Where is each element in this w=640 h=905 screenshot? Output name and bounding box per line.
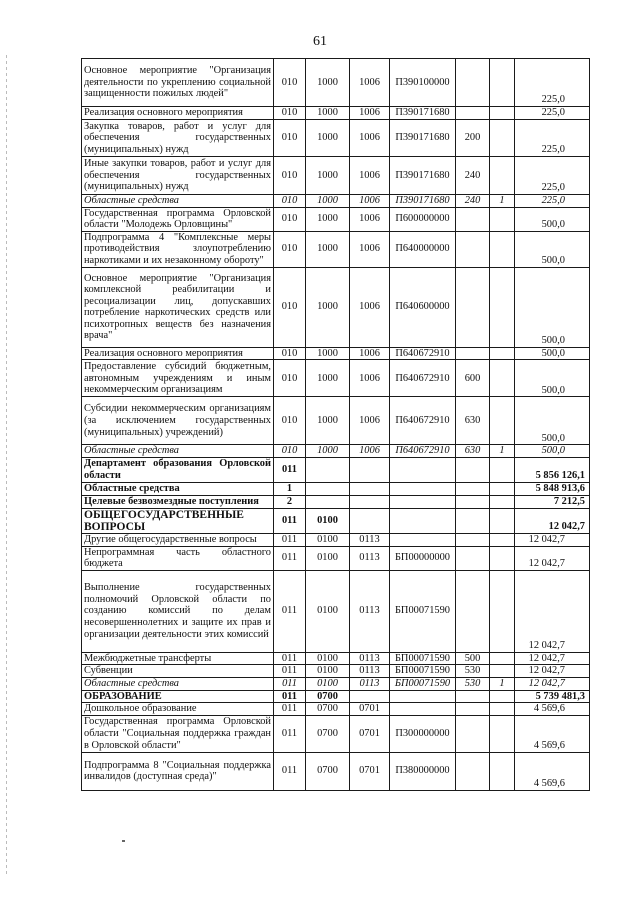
row-amount-cell: 500,0 bbox=[515, 347, 590, 360]
table-row bbox=[82, 665, 590, 678]
table-row bbox=[82, 267, 590, 347]
row-section-cell: 1000 bbox=[306, 157, 350, 195]
row-section-cell: 0100 bbox=[306, 546, 350, 570]
row-target-code-cell: П640672910 bbox=[390, 445, 456, 458]
row-source-cell bbox=[490, 267, 515, 347]
row-grbs-cell: 010 bbox=[274, 360, 306, 397]
row-target-code-cell: П390100000 bbox=[390, 59, 456, 107]
row-subsection-cell: 0113 bbox=[350, 546, 390, 570]
row-subsection-cell: 0113 bbox=[350, 570, 390, 652]
row-name-cell: Реализация основного мероприятия bbox=[82, 347, 274, 360]
row-subsection-cell: 1006 bbox=[350, 195, 390, 208]
budget-table bbox=[81, 58, 590, 791]
row-amount-cell: 12 042,7 bbox=[515, 665, 590, 678]
row-grbs-cell: 011 bbox=[274, 703, 306, 716]
row-target-code-cell bbox=[390, 533, 456, 546]
row-subsection-cell bbox=[350, 495, 390, 508]
row-source-cell bbox=[490, 715, 515, 752]
row-amount-cell: 225,0 bbox=[515, 107, 590, 120]
row-amount-cell: 225,0 bbox=[515, 195, 590, 208]
row-amount-cell: 12 042,7 bbox=[515, 508, 590, 533]
row-name-cell: Государственная программа Орловской области "Молодежь Орловщины" bbox=[82, 207, 274, 231]
row-grbs-cell: 011 bbox=[274, 715, 306, 752]
row-expense-type-cell: 630 bbox=[456, 445, 490, 458]
row-expense-type-cell bbox=[456, 508, 490, 533]
page-number: 61 bbox=[313, 34, 327, 49]
row-expense-type-cell: 530 bbox=[456, 677, 490, 690]
row-grbs-cell: 011 bbox=[274, 546, 306, 570]
row-expense-type-cell bbox=[456, 457, 490, 482]
row-section-cell: 1000 bbox=[306, 360, 350, 397]
row-source-cell bbox=[490, 231, 515, 267]
table-row bbox=[82, 652, 590, 665]
row-grbs-cell: 011 bbox=[274, 752, 306, 790]
row-subsection-cell: 0113 bbox=[350, 665, 390, 678]
row-section-cell: 1000 bbox=[306, 195, 350, 208]
row-section-cell: 1000 bbox=[306, 107, 350, 120]
row-section-cell: 1000 bbox=[306, 397, 350, 445]
budget-table-body bbox=[82, 59, 590, 791]
row-target-code-cell: БП00071590 bbox=[390, 570, 456, 652]
row-grbs-cell: 010 bbox=[274, 207, 306, 231]
row-section-cell: 1000 bbox=[306, 120, 350, 157]
row-expense-type-cell bbox=[456, 267, 490, 347]
row-section-cell bbox=[306, 457, 350, 482]
row-section-cell: 0700 bbox=[306, 703, 350, 716]
row-target-code-cell: П300000000 bbox=[390, 715, 456, 752]
row-expense-type-cell bbox=[456, 546, 490, 570]
table-row bbox=[82, 533, 590, 546]
row-source-cell bbox=[490, 482, 515, 495]
row-grbs-cell: 011 bbox=[274, 508, 306, 533]
row-subsection-cell: 0113 bbox=[350, 677, 390, 690]
row-target-code-cell bbox=[390, 495, 456, 508]
row-target-code-cell: П640672910 bbox=[390, 397, 456, 445]
table-row bbox=[82, 231, 590, 267]
row-target-code-cell: П390171680 bbox=[390, 107, 456, 120]
row-amount-cell: 5 856 126,1 bbox=[515, 457, 590, 482]
row-expense-type-cell bbox=[456, 482, 490, 495]
table-row bbox=[82, 690, 590, 703]
table-row bbox=[82, 752, 590, 790]
row-grbs-cell: 011 bbox=[274, 665, 306, 678]
row-grbs-cell: 010 bbox=[274, 231, 306, 267]
row-target-code-cell: БП00000000 bbox=[390, 546, 456, 570]
row-section-cell: 1000 bbox=[306, 267, 350, 347]
table-row bbox=[82, 495, 590, 508]
row-grbs-cell: 010 bbox=[274, 347, 306, 360]
row-subsection-cell: 0113 bbox=[350, 533, 390, 546]
row-source-cell: 1 bbox=[490, 195, 515, 208]
row-source-cell bbox=[490, 652, 515, 665]
row-source-cell bbox=[490, 495, 515, 508]
row-subsection-cell: 1006 bbox=[350, 157, 390, 195]
row-subsection-cell: 1006 bbox=[350, 397, 390, 445]
row-amount-cell: 12 042,7 bbox=[515, 652, 590, 665]
row-source-cell bbox=[490, 752, 515, 790]
row-grbs-cell: 1 bbox=[274, 482, 306, 495]
row-section-cell: 0100 bbox=[306, 652, 350, 665]
row-name-cell: Другие общегосударственные вопросы bbox=[82, 533, 274, 546]
row-target-code-cell: П390171680 bbox=[390, 120, 456, 157]
row-name-cell: Субсидии некоммерческим организациям (за исключением государственных (муниципальных) учреждений) bbox=[82, 397, 274, 445]
row-source-cell: 1 bbox=[490, 445, 515, 458]
row-target-code-cell: БП00071590 bbox=[390, 652, 456, 665]
row-name-cell: Областные средства bbox=[82, 445, 274, 458]
row-target-code-cell: П640672910 bbox=[390, 360, 456, 397]
row-amount-cell: 225,0 bbox=[515, 59, 590, 107]
row-grbs-cell: 010 bbox=[274, 195, 306, 208]
row-subsection-cell bbox=[350, 690, 390, 703]
row-name-cell: Иные закупки товаров, работ и услуг для обеспечения государственных (муниципальных) нужд bbox=[82, 157, 274, 195]
row-amount-cell: 12 042,7 bbox=[515, 533, 590, 546]
row-name-cell: Реализация основного мероприятия bbox=[82, 107, 274, 120]
row-name-cell: Субвенции bbox=[82, 665, 274, 678]
row-target-code-cell: П640672910 bbox=[390, 347, 456, 360]
row-grbs-cell: 011 bbox=[274, 533, 306, 546]
row-target-code-cell bbox=[390, 703, 456, 716]
row-section-cell: 0100 bbox=[306, 665, 350, 678]
row-amount-cell: 12 042,7 bbox=[515, 677, 590, 690]
row-target-code-cell: П390171680 bbox=[390, 195, 456, 208]
row-grbs-cell: 010 bbox=[274, 397, 306, 445]
row-subsection-cell: 0701 bbox=[350, 703, 390, 716]
row-section-cell: 0100 bbox=[306, 570, 350, 652]
row-grbs-cell: 011 bbox=[274, 690, 306, 703]
row-name-cell: Целевые безвозмездные поступления bbox=[82, 495, 274, 508]
row-expense-type-cell: 200 bbox=[456, 120, 490, 157]
row-expense-type-cell: 600 bbox=[456, 360, 490, 397]
row-name-cell: ОБРАЗОВАНИЕ bbox=[82, 690, 274, 703]
row-source-cell bbox=[490, 508, 515, 533]
row-source-cell bbox=[490, 120, 515, 157]
row-section-cell bbox=[306, 495, 350, 508]
row-section-cell: 1000 bbox=[306, 445, 350, 458]
row-grbs-cell: 011 bbox=[274, 457, 306, 482]
row-expense-type-cell bbox=[456, 231, 490, 267]
row-name-cell: Непрограммная часть областного бюджета bbox=[82, 546, 274, 570]
row-subsection-cell: 0701 bbox=[350, 715, 390, 752]
row-name-cell: Областные средства bbox=[82, 677, 274, 690]
row-source-cell bbox=[490, 107, 515, 120]
row-name-cell: Закупка товаров, работ и услуг для обеспечения государственных (муниципальных) нужд bbox=[82, 120, 274, 157]
row-target-code-cell bbox=[390, 457, 456, 482]
row-name-cell: Государственная программа Орловской области "Социальная поддержка граждан в Орловской области" bbox=[82, 715, 274, 752]
scan-margin-line bbox=[6, 55, 7, 875]
row-expense-type-cell: 500 bbox=[456, 652, 490, 665]
row-grbs-cell: 010 bbox=[274, 267, 306, 347]
scan-mark bbox=[122, 840, 125, 842]
row-amount-cell: 12 042,7 bbox=[515, 546, 590, 570]
row-source-cell bbox=[490, 533, 515, 546]
row-subsection-cell bbox=[350, 482, 390, 495]
table-row bbox=[82, 546, 590, 570]
row-target-code-cell: БП00071590 bbox=[390, 677, 456, 690]
row-expense-type-cell bbox=[456, 570, 490, 652]
row-target-code-cell: П640600000 bbox=[390, 267, 456, 347]
row-grbs-cell: 010 bbox=[274, 107, 306, 120]
row-name-cell: Подпрограмма 4 "Комплексные меры противодействия злоупотреблению наркотиками и их незаконному обороту" bbox=[82, 231, 274, 267]
row-expense-type-cell bbox=[456, 495, 490, 508]
row-amount-cell: 500,0 bbox=[515, 207, 590, 231]
row-source-cell bbox=[490, 457, 515, 482]
row-target-code-cell: БП00071590 bbox=[390, 665, 456, 678]
table-row bbox=[82, 457, 590, 482]
row-source-cell bbox=[490, 157, 515, 195]
row-source-cell bbox=[490, 546, 515, 570]
row-amount-cell: 4 569,6 bbox=[515, 715, 590, 752]
table-row bbox=[82, 195, 590, 208]
table-row bbox=[82, 703, 590, 716]
row-subsection-cell: 1006 bbox=[350, 107, 390, 120]
table-row bbox=[82, 445, 590, 458]
row-subsection-cell: 1006 bbox=[350, 231, 390, 267]
row-expense-type-cell: 240 bbox=[456, 195, 490, 208]
row-source-cell bbox=[490, 59, 515, 107]
row-subsection-cell: 1006 bbox=[350, 445, 390, 458]
row-grbs-cell: 011 bbox=[274, 677, 306, 690]
row-name-cell: Областные средства bbox=[82, 482, 274, 495]
row-grbs-cell: 010 bbox=[274, 157, 306, 195]
table-row bbox=[82, 397, 590, 445]
row-amount-cell: 500,0 bbox=[515, 231, 590, 267]
row-name-cell: Дошкольное образование bbox=[82, 703, 274, 716]
row-amount-cell: 500,0 bbox=[515, 360, 590, 397]
row-amount-cell: 4 569,6 bbox=[515, 752, 590, 790]
row-name-cell: Основное мероприятие "Организация деятельности по укреплению социальной защищенности пожилых людей" bbox=[82, 59, 274, 107]
row-target-code-cell: П600000000 bbox=[390, 207, 456, 231]
row-expense-type-cell bbox=[456, 752, 490, 790]
row-section-cell: 1000 bbox=[306, 347, 350, 360]
row-expense-type-cell bbox=[456, 207, 490, 231]
row-subsection-cell: 1006 bbox=[350, 207, 390, 231]
row-expense-type-cell bbox=[456, 347, 490, 360]
row-target-code-cell: П380000000 bbox=[390, 752, 456, 790]
row-name-cell: Выполнение государственных полномочий Орловской области по созданию комиссий по делам несовершеннолетних и защите их прав и организации деятельности этих комиссий bbox=[82, 570, 274, 652]
row-target-code-cell bbox=[390, 690, 456, 703]
row-expense-type-cell: 530 bbox=[456, 665, 490, 678]
row-section-cell: 0700 bbox=[306, 715, 350, 752]
row-expense-type-cell bbox=[456, 715, 490, 752]
row-subsection-cell: 1006 bbox=[350, 360, 390, 397]
row-section-cell: 1000 bbox=[306, 207, 350, 231]
row-target-code-cell: П640000000 bbox=[390, 231, 456, 267]
row-subsection-cell bbox=[350, 457, 390, 482]
row-name-cell: Департамент образования Орловской области bbox=[82, 457, 274, 482]
row-name-cell: Межбюджетные трансферты bbox=[82, 652, 274, 665]
row-source-cell bbox=[490, 207, 515, 231]
table-row bbox=[82, 107, 590, 120]
row-amount-cell: 225,0 bbox=[515, 120, 590, 157]
row-expense-type-cell: 630 bbox=[456, 397, 490, 445]
row-section-cell: 0700 bbox=[306, 752, 350, 790]
table-row bbox=[82, 677, 590, 690]
row-source-cell bbox=[490, 397, 515, 445]
row-amount-cell: 7 212,5 bbox=[515, 495, 590, 508]
row-section-cell: 1000 bbox=[306, 231, 350, 267]
row-section-cell: 0700 bbox=[306, 690, 350, 703]
row-source-cell bbox=[490, 703, 515, 716]
row-subsection-cell: 0113 bbox=[350, 652, 390, 665]
row-amount-cell: 5 848 913,6 bbox=[515, 482, 590, 495]
row-name-cell: ОБЩЕГОСУДАРСТВЕННЫЕ ВОПРОСЫ bbox=[82, 508, 274, 533]
row-amount-cell: 500,0 bbox=[515, 397, 590, 445]
row-grbs-cell: 010 bbox=[274, 445, 306, 458]
table-row bbox=[82, 570, 590, 652]
row-expense-type-cell: 240 bbox=[456, 157, 490, 195]
table-row bbox=[82, 59, 590, 107]
row-amount-cell: 5 739 481,3 bbox=[515, 690, 590, 703]
row-source-cell bbox=[490, 347, 515, 360]
row-amount-cell: 500,0 bbox=[515, 445, 590, 458]
row-grbs-cell: 010 bbox=[274, 59, 306, 107]
row-source-cell bbox=[490, 570, 515, 652]
row-amount-cell: 500,0 bbox=[515, 267, 590, 347]
row-target-code-cell: П390171680 bbox=[390, 157, 456, 195]
row-name-cell: Основное мероприятие "Организация комплексной реабилитации и ресоциализации лиц, допускавших потребление наркотических средств или психотропных веществ без назначения врача" bbox=[82, 267, 274, 347]
row-subsection-cell: 1006 bbox=[350, 59, 390, 107]
row-expense-type-cell bbox=[456, 703, 490, 716]
row-section-cell: 1000 bbox=[306, 59, 350, 107]
row-section-cell: 0100 bbox=[306, 508, 350, 533]
row-name-cell: Предоставление субсидий бюджетным, автономным учреждениям и иным некоммерческим организациям bbox=[82, 360, 274, 397]
row-amount-cell: 225,0 bbox=[515, 157, 590, 195]
table-row bbox=[82, 508, 590, 533]
row-target-code-cell bbox=[390, 482, 456, 495]
row-source-cell: 1 bbox=[490, 677, 515, 690]
row-name-cell: Подпрограмма 8 "Социальная поддержка инвалидов (доступная среда)" bbox=[82, 752, 274, 790]
row-amount-cell: 4 569,6 bbox=[515, 703, 590, 716]
table-row bbox=[82, 157, 590, 195]
row-subsection-cell: 1006 bbox=[350, 267, 390, 347]
table-row bbox=[82, 347, 590, 360]
row-name-cell: Областные средства bbox=[82, 195, 274, 208]
table-row bbox=[82, 715, 590, 752]
row-section-cell: 0100 bbox=[306, 677, 350, 690]
row-subsection-cell: 0701 bbox=[350, 752, 390, 790]
table-row bbox=[82, 207, 590, 231]
row-expense-type-cell bbox=[456, 690, 490, 703]
table-row bbox=[82, 482, 590, 495]
row-grbs-cell: 2 bbox=[274, 495, 306, 508]
row-target-code-cell bbox=[390, 508, 456, 533]
row-subsection-cell: 1006 bbox=[350, 347, 390, 360]
row-grbs-cell: 011 bbox=[274, 570, 306, 652]
table-row bbox=[82, 120, 590, 157]
row-subsection-cell: 1006 bbox=[350, 120, 390, 157]
row-amount-cell: 12 042,7 bbox=[515, 570, 590, 652]
row-expense-type-cell bbox=[456, 533, 490, 546]
table-row bbox=[82, 360, 590, 397]
row-grbs-cell: 010 bbox=[274, 120, 306, 157]
row-source-cell bbox=[490, 665, 515, 678]
row-section-cell bbox=[306, 482, 350, 495]
row-section-cell: 0100 bbox=[306, 533, 350, 546]
row-subsection-cell bbox=[350, 508, 390, 533]
row-source-cell bbox=[490, 360, 515, 397]
row-grbs-cell: 011 bbox=[274, 652, 306, 665]
row-source-cell bbox=[490, 690, 515, 703]
row-expense-type-cell bbox=[456, 107, 490, 120]
row-expense-type-cell bbox=[456, 59, 490, 107]
